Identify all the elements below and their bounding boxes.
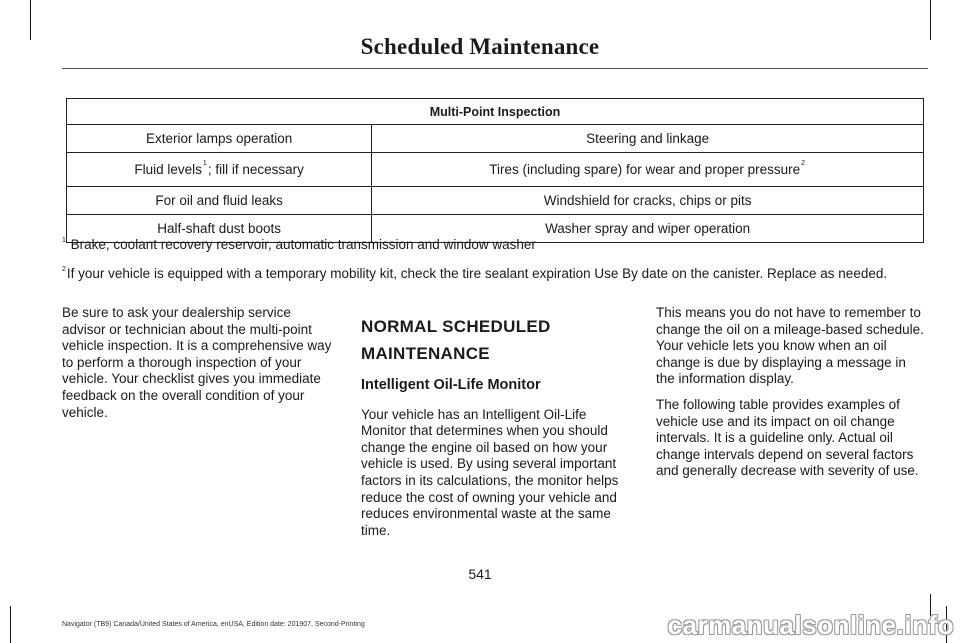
page-title: Scheduled Maintenance [360,34,600,59]
cell-text: Fluid levels [134,162,202,177]
body-column-right [656,305,928,489]
table-row [67,125,924,153]
multi-point-inspection-table [66,98,924,243]
body-column-middle [361,313,633,548]
table-cell [372,153,924,187]
footnotes [62,237,942,295]
footnote-text: If your vehicle is equipped with a temporary mobility kit, check the tire sealant expiration Use By date on the canister. Replace as needed. [66,266,888,281]
table-cell: Half-shaft dust boots [67,215,372,243]
footnote-reference: 2 [801,160,806,167]
page-number: 541 [468,566,492,582]
paragraph: Your vehicle has an Intelligent Oil-Life Monitor that determines when you should change the engine oil based on how your vehicle is used. By using several important factors in its calculations, the monitor helps reduce the cost of owning your vehicle and reduces environmental waste at the same time. [361,406,619,538]
cell-text: ; fill if necessary [207,162,304,177]
footnote-reference: 1 [202,160,207,167]
cell-text: Tires (including spare) for wear and proper pressure [489,162,801,177]
crop-mark [10,606,11,643]
table-cell: For oil and fluid leaks [67,187,372,215]
table-row [67,153,924,187]
subsection-heading: Intelligent Oil-Life Monitor [361,377,541,393]
footnote [62,266,942,285]
table-cell [67,153,372,187]
table-header-row [67,99,924,125]
edition-info: Navigator (TB9) Canada/United States of America, enUSA, Edition date: 201907, Second-Printing [62,621,365,628]
table-cell: Washer spray and wiper operation [372,215,924,243]
section-heading: NORMAL SCHEDULED MAINTENANCE [361,317,551,363]
footnote-text: Brake, coolant recovery reservoir, automatic transmission and window washer [66,237,536,252]
footnote [62,237,942,256]
body-column-left [62,305,334,430]
paragraph: Be sure to ask your dealership service advisor or technician about the multi-point vehicle inspection. It is a comprehensive way to perform a thorough inspection of your vehicle. Your checklist gives you immediate feedback on the overall condition of your vehicle. [62,305,332,420]
table-cell: Steering and linkage [372,125,924,153]
table-heading: Multi-Point Inspection [67,99,924,125]
table-row [67,187,924,215]
footnote-mark: 1 [62,237,66,244]
paragraph: The following table provides examples of vehicle use and its impact on oil change intervals. It is a guideline only. Actual oil change intervals depend on several factors and generally decrease with severity of use. [656,396,919,479]
paragraph: This means you do not have to remember to change the oil on a mileage-based schedule. Your vehicle lets you know when an oil change is due by displaying a message in the information display. [656,305,924,387]
title-divider [62,68,928,69]
footnote-mark: 2 [62,266,66,273]
table-cell: Windshield for cracks, chips or pits [372,187,924,215]
watermark: carmanualsonline.info [667,610,954,640]
table-cell: Exterior lamps operation [67,125,372,153]
